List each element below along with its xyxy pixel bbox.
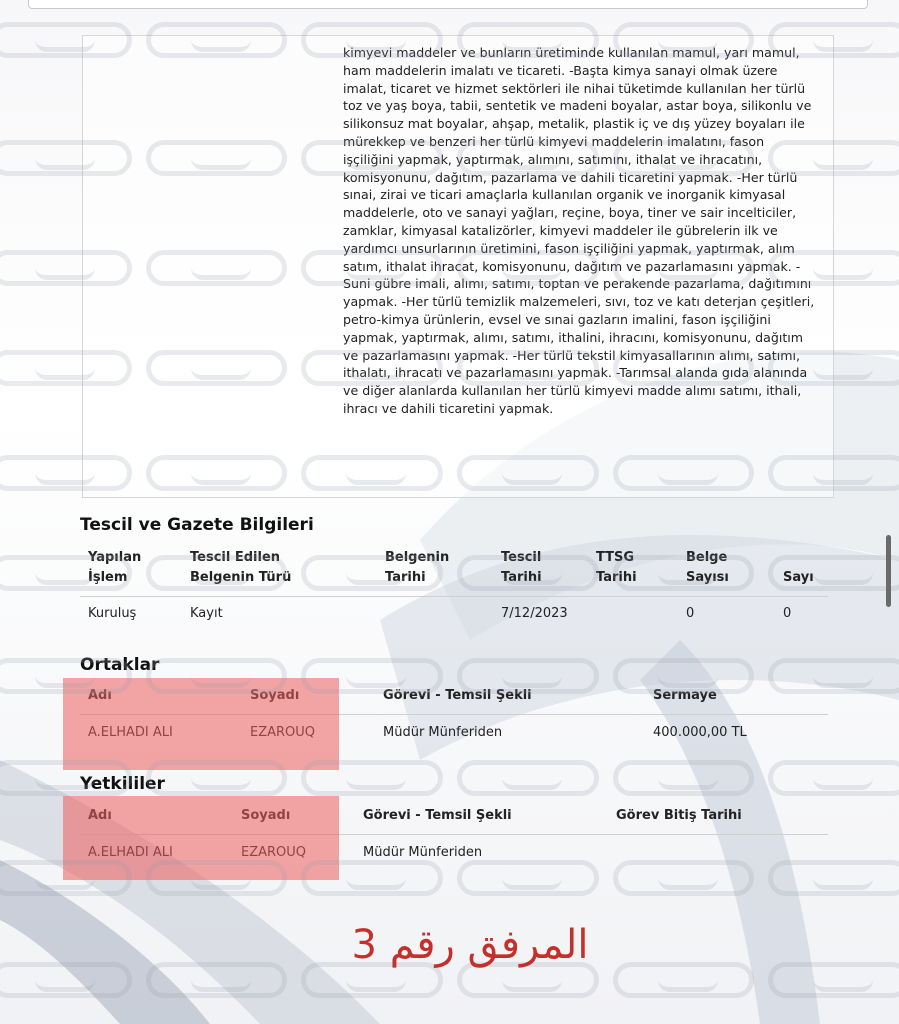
- partners-cell-role: Müdür Münferiden: [383, 725, 503, 740]
- activity-description-text: kimyevi maddeler ve bunların üretiminde kullanılan mamul, yarı mamul, ham maddelerin imalatı ve ticareti. -Başta kimya sanayi olmak üzere imalat, ticaret ve hizmet sektörleri ile nihai tüketimde kullanılan her türlü toz ve yaş boya, tabii, sentetik ve madeni boyalar, astar boya, silikonlu ve silikonsuz mat boyalar, ahşap, metalik, plastik iç ve dış yüzey boyaları ile mürekkep ve benzeri her türlü kimyevi maddelerin imalatını, fason işçiliğini yapmak, yaptırmak, alımını, satımını, ithalat ve ihracatını, komisyonunu, dağıtım, pazarlama ve dahili ticaretini yapmak. -Her türlü sınai, zirai ve ticari amaçlarla kullanılan organik ve inorganik kimyasal maddelerle, oto ve sanayi yağları, reçine, boya, tiner ve sair incelticiler, zamklar, kimyasal katalizörler, kimyevi maddeler ile gübrelerin ilk ve yardımcı unsurlarının üretimini, fason işçiliğini yapmak, yaptırmak, alım satım, ithalat ihracat, komisyonunu, dağıtım ve pazarlamasını yapmak. -Suni gübre imali, alımı, satımı, toptan ve perakende pazarlama, dağıtımını yapmak. -Her türlü temizlik malzemeleri, sıvı, toz ve katı deterjan çeşitleri, petro-kimya ürünlerin, evsel ve sınai gazların imalini, fason işçiliğini yapmak, yaptırmak, alımı, satımı, ithalini, ihracını, komisyonunu, dağıtım ve pazarlamasını yapmak. -Her türlü tekstil kimyasallarının alımı, satımı, ithalatı, ihracatı ve pazarlamasını yapmak. -Tarımsal alanda gıda alanında ve diğer alanlarda kullanılan her türlü kimyevi madde alımı satımı, ithali, ihracı ve dahili ticaretini yapmak.: [343, 45, 815, 416]
- authorized-highlight-overlay: [63, 796, 339, 880]
- registration-cell-number: 0: [783, 606, 792, 621]
- partners-header-role: Görevi - Temsil Şekli: [383, 688, 532, 703]
- registration-cell-doc-type: Kayıt: [190, 606, 223, 621]
- registration-header-number: Sayı: [783, 570, 814, 585]
- registration-cell-doc-count: 0: [686, 606, 695, 621]
- authorized-header-end-date: Görev Bitiş Tarihi: [616, 808, 742, 823]
- registration-section-title: Tescil ve Gazete Bilgileri: [80, 515, 314, 535]
- registration-cell-operation: Kuruluş: [88, 606, 137, 621]
- registration-header-doc-date: Belgenin Tarihi: [385, 550, 450, 585]
- registration-header-doc-type: Tescil Edilen Belgenin Türü: [190, 550, 292, 585]
- registration-header-ttsg-date: TTSG Tarihi: [596, 550, 637, 585]
- scrollbar-thumb[interactable]: [886, 535, 891, 607]
- registration-header-reg-date: Tescil Tarihi: [501, 550, 542, 585]
- partners-highlight-overlay: [63, 678, 339, 770]
- registration-header-doc-count: Belge Sayısı: [686, 550, 729, 585]
- authorized-cell-role: Müdür Münferiden: [363, 845, 483, 860]
- partners-cell-capital: 400.000,00 TL: [653, 725, 747, 740]
- attachment-annotation: المرفق رقم 3: [351, 922, 589, 968]
- authorized-section-title: Yetkililer: [80, 774, 165, 794]
- previous-section-frame: [28, 0, 868, 9]
- authorized-header-role: Görevi - Temsil Şekli: [363, 808, 512, 823]
- partners-section-title: Ortaklar: [80, 655, 160, 675]
- registration-cell-reg-date: 7/12/2023: [501, 606, 568, 621]
- registration-header-divider: [80, 596, 828, 597]
- partners-header-capital: Sermaye: [653, 688, 717, 703]
- registration-header-operation: Yapılan İşlem: [88, 550, 142, 585]
